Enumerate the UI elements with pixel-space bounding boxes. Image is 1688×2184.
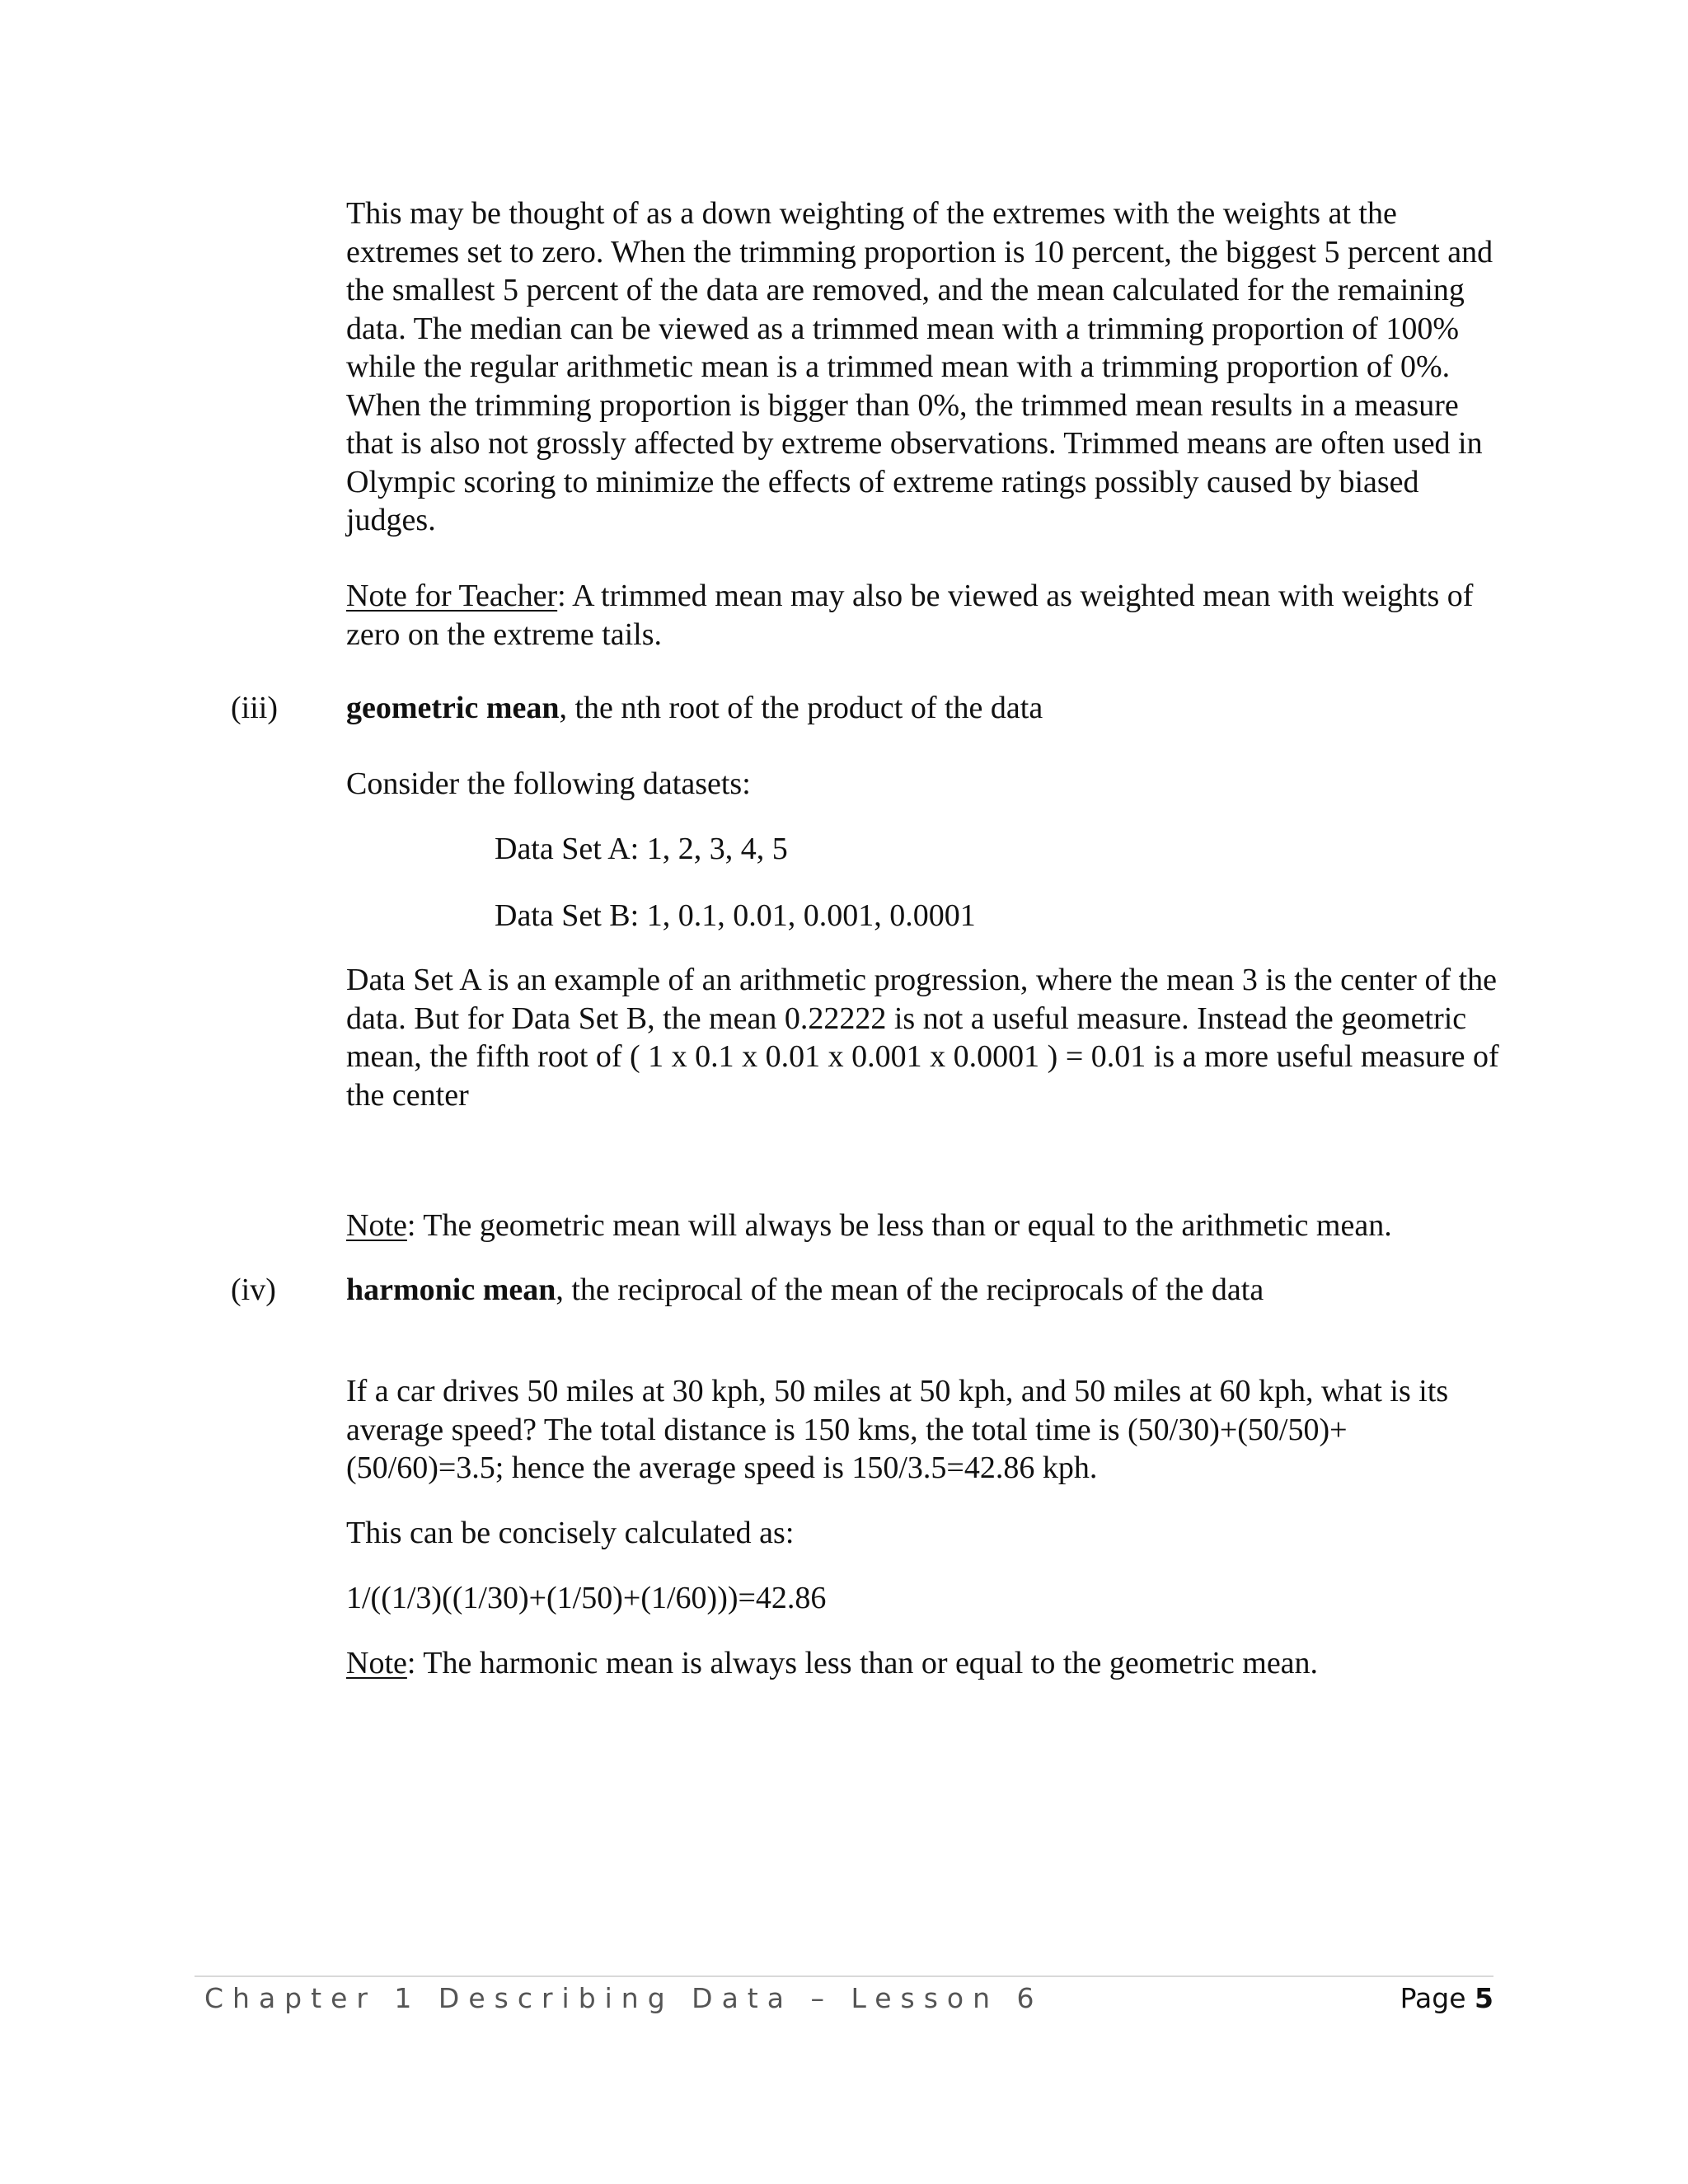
note-geometric-label: Note xyxy=(346,1208,407,1243)
note-harmonic xyxy=(346,1644,1500,1683)
paragraph-car-speed: If a car drives 50 miles at 30 kph, 50 miles at 50 kph, and 50 miles at 60 kph, what is its average speed? The total distance is 150 kms, the total time is (50/30)+(50/50)+(50/60)=3.5; hence the average speed is 150/3.5=42.86 kph. xyxy=(346,1374,1449,1485)
teacher-note xyxy=(346,577,1500,654)
note-geometric-text: : The geometric mean will always be less than or equal to the arithmetic mean. xyxy=(406,1208,1392,1243)
dataset-a: Data Set A: 1, 2, 3, 4, 5 xyxy=(495,832,788,866)
footer-chapter-title: Chapter 1 Describing Data – Lesson 6 xyxy=(204,1982,1043,2014)
harmonic-mean-term: harmonic mean xyxy=(346,1272,556,1307)
footer-page-num: 5 xyxy=(1475,1982,1493,2014)
note-geometric xyxy=(346,1207,1500,1245)
concise-text: This can be concisely calculated as: xyxy=(346,1516,795,1550)
geometric-mean-text: , the nth root of the product of the data xyxy=(559,691,1043,725)
teacher-note-label: Note for Teacher xyxy=(346,579,558,613)
footer-page-number xyxy=(1400,1982,1493,2014)
teacher-note-text: : A trimmed mean may also be viewed as weighted mean with weights of zero on the extreme tails. xyxy=(346,579,1474,652)
harmonic-formula: 1/((1/3)((1/30)+(1/50)+(1/60)))=42.86 xyxy=(346,1581,827,1615)
consider-datasets-text: Consider the following datasets: xyxy=(346,766,751,801)
paragraph-trimmed-mean: This may be thought of as a down weighting of the extremes with the weights at the extremes set to zero. When the trimming proportion is 10 percent, the biggest 5 percent and the smallest 5 percent of the data are removed, and the mean calculated for the remaining data. The median can be viewed as a trimmed mean with a trimming proportion of 100% while the regular arithmetic mean is a trimmed mean with a trimming proportion of 0%. When the trimming proportion is bigger than 0%, the trimmed mean results in a measure that is also not grossly affected by extreme observations. Trimmed means are often used in Olympic scoring to minimize the effects of extreme ratings possibly caused by biased judges. xyxy=(346,196,1493,537)
footer-page-label: Page xyxy=(1400,1982,1475,2014)
note-harmonic-label: Note xyxy=(346,1646,407,1680)
note-harmonic-text: : The harmonic mean is always less than or equal to the geometric mean. xyxy=(406,1646,1319,1680)
paragraph-datasets: Data Set A is an example of an arithmetic progression, where the mean 3 is the center of the data. But for Data Set B, the mean 0.22222 is not a useful measure. Instead the geometric mean, the fifth root of ( 1 x 0.1 x 0.01 x 0.001 x 0.0001 ) = 0.01 is a more useful measure of the center xyxy=(346,963,1499,1113)
harmonic-mean-text: , the reciprocal of the mean of the reciprocals of the data xyxy=(556,1272,1264,1307)
geometric-mean-definition xyxy=(346,689,1500,728)
dataset-b: Data Set B: 1, 0.1, 0.01, 0.001, 0.0001 xyxy=(495,898,976,933)
list-marker-iv: (iv) xyxy=(231,1272,276,1307)
list-marker-iii: (iii) xyxy=(231,691,278,725)
geometric-mean-term: geometric mean xyxy=(346,691,560,725)
footer-divider xyxy=(195,1975,1493,1977)
harmonic-mean-definition xyxy=(346,1271,1500,1310)
